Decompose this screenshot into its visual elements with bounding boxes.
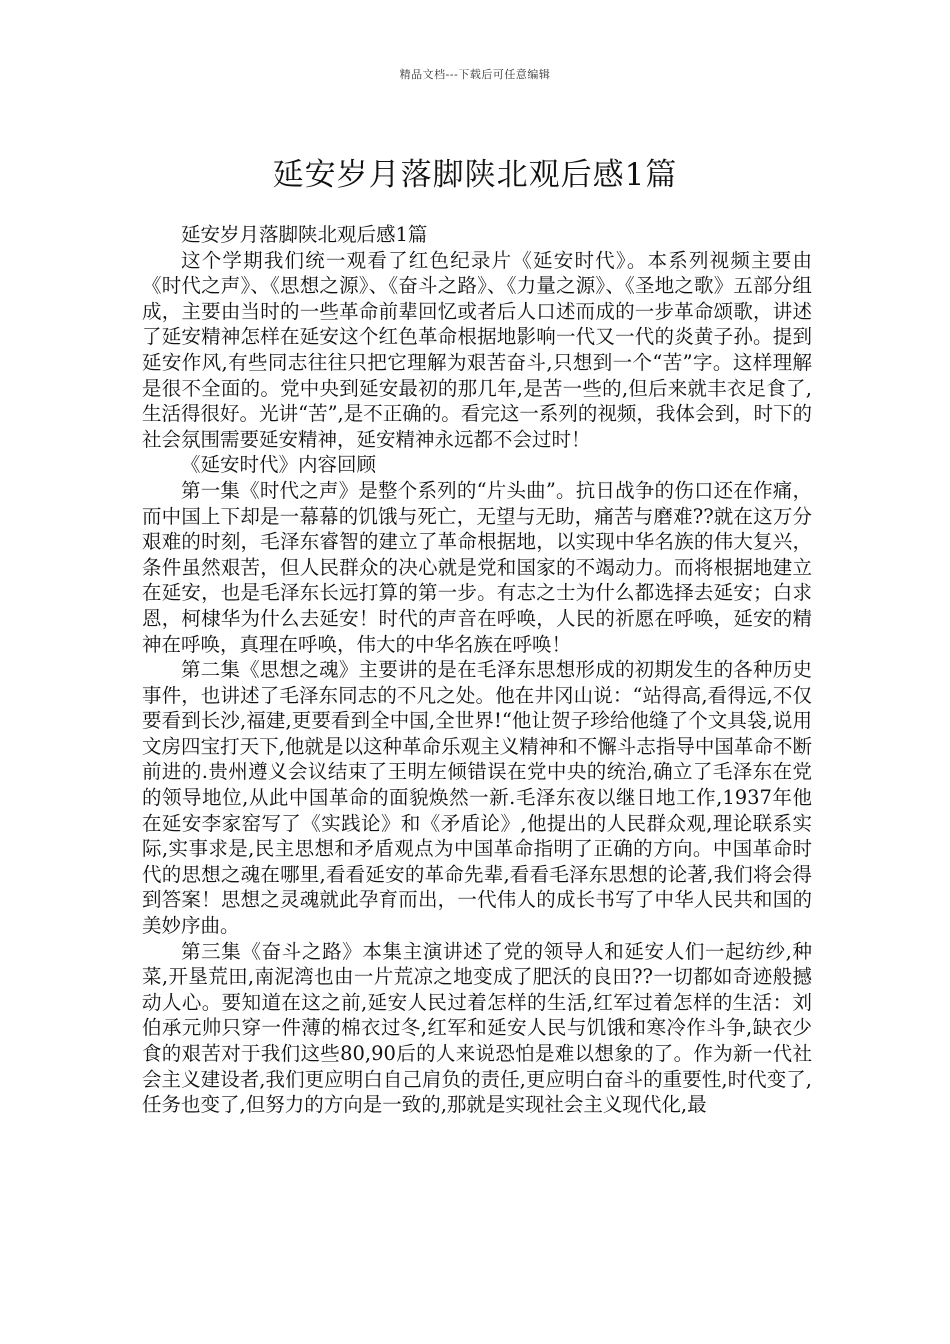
- document-title: 延安岁月落脚陕北观后感1篇: [272, 156, 678, 193]
- paragraph-section-heading: 《延安时代》内容回顾: [181, 453, 377, 477]
- header-note: 精品文档---下载后可任意编辑: [399, 68, 551, 81]
- paragraph-intro: 这个学期我们统一观看了红色纪录片《延安时代》。本系列视频主要由《时代之声》、《思想之源》、《奋斗之路》、《力量之源》、《圣地之歌》五部分组成，主要由当时的一些革命前辈回忆或者后人口述而成的一步革命颂歌，讲述了延安精神怎样在延安这个红色革命根据地影响一代又一代的炎黄子孙。提到延安作风,有些同志往往只把它理解为艰苦奋斗,只想到一个“苦”字。这样理解是很不全面的。党中央到延安最初的那几年,是苦一些的,但后来就丰衣足食了,生活得很好。光讲“苦”,是不正确的。看完这一系列的视频，我体会到，时下的社会氛围需要延安精神，延安精神永远都不会过时！: [142, 248, 812, 451]
- paragraph-episode-2: 第二集《思想之魂》主要讲的是在毛泽东思想形成的初期发生的各种历史事件，也讲述了毛泽东同志的不凡之处。他在井冈山说：“站得高,看得远,不仅要看到长沙,福建,更要看到全中国,全世界!“他让贺子珍给他缝了个文具袋,说用文房四宝打天下,他就是以这种革命乐观主义精神和不懈斗志指导中国革命不断前进的.贵州遵义会议结束了王明左倾错误在党中央的统治,确立了毛泽东在党的领导地位,从此中国革命的面貌焕然一新.毛泽东夜以继日地工作,1937年他在延安李家窑写了《实践论》和《矛盾论》,他提出的人民群众观,理论联系实际,实事求是,民主思想和矛盾观点为中国革命指明了正确的方向。中国革命时代的思想之魂在哪里,看看延安的革命先辈,看看毛泽东思想的论著,我们将会得到答案！思想之灵魂就此孕育而出，一代伟人的成长书写了中华人民共和国的美妙序曲。: [142, 658, 812, 938]
- document-body: [142, 222, 812, 1118]
- paragraph-episode-3: 第三集《奋斗之路》本集主演讲述了党的领导人和延安人们一起纺纱,种菜,开垦荒田,南泥湾也由一片荒凉之地变成了肥沃的良田??一切都如奇迹般撼动人心。要知道在这之前,延安人民过着怎样的生活,红军过着怎样的生活：刘伯承元帅只穿一件薄的棉衣过冬,红军和延安人民与饥饿和寒冷作斗争,缺衣少食的艰苦对于我们这些80,90后的人来说恐怕是难以想象的了。作为新一代社会主义建设者,我们更应明白自己肩负的责任,更应明白奋斗的重要性,时代变了,任务也变了,但努力的方向是一致的,那就是实现社会主义现代化,最: [142, 939, 812, 1117]
- paragraph-episode-1: 第一集《时代之声》是整个系列的“片头曲”。抗日战争的伤口还在作痛，而中国上下却是一幕幕的饥饿与死亡，无望与无助，痛苦与磨难??就在这万分艰难的时刻，毛泽东睿智的建立了革命根据地，以实现中华名族的伟大复兴，条件虽然艰苦，但人民群众的决心就是党和国家的不竭动力。而将根据地建立在延安，也是毛泽东长远打算的第一步。有志之士为什么都选择去延安；白求恩，柯棣华为什么去延安！时代的声音在呼唤，人民的祈愿在呼唤，延安的精神在呼唤，真理在呼唤，伟大的中华名族在呼唤！: [142, 478, 812, 656]
- paragraph-subtitle: 延安岁月落脚陕北观后感1篇: [181, 223, 428, 246]
